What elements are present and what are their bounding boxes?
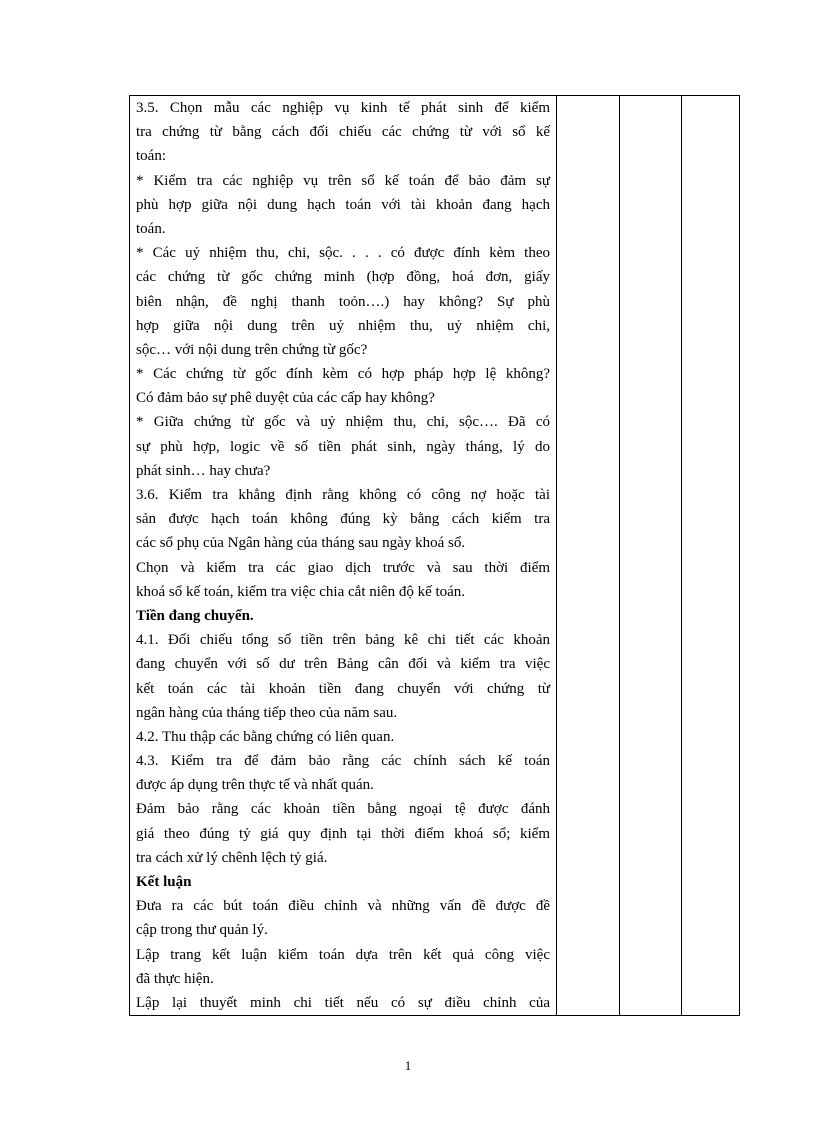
text-line: Có đảm bảo sự phê duyệt của các cấp hay không? [136, 390, 435, 407]
procedure-text-cell [130, 96, 557, 1016]
text-line: tra cách xử lý chênh lệch tỷ giá. [136, 849, 328, 866]
text-line: phát sinh… hay chưa? [136, 462, 271, 479]
text-line: các sổ phụ của Ngân hàng của tháng sau ngày khoá sổ. [136, 535, 466, 552]
text-line: Lập trang kết luận kiểm toán dựa trên kết quả công việc [136, 946, 550, 963]
text-line: 4.2. Thu thập các bằng chứng có liên quan. [136, 728, 395, 745]
section-heading: Tiền đang chuyển. [136, 607, 254, 624]
text-line: Chọn và kiểm tra các giao dịch trước và sau thời điểm [136, 559, 550, 576]
procedure-table [129, 95, 740, 1016]
text-line: * Các uỷ nhiệm thu, chi, sộc. . . . có được đính kèm theo [136, 245, 550, 262]
text-line: 4.1. Đối chiếu tổng số tiền trên bảng kê chi tiết các khoản [136, 632, 550, 649]
page-number: 1 [404, 1058, 412, 1073]
procedure-text [130, 96, 556, 1015]
text-line: * Kiểm tra các nghiệp vụ trên sổ kế toán để bảo đảm sự [136, 172, 550, 189]
text-line: toán. [136, 220, 166, 237]
text-line: cập trong thư quản lý. [136, 922, 268, 939]
empty-column-cell-2 [620, 96, 682, 1016]
text-line: ngân hàng của tháng tiếp theo của năm sau. [136, 704, 398, 721]
text-line: giá theo đúng tỷ giá quy định tại thời điểm khoá sổ; kiểm [136, 825, 550, 842]
text-line: * Giữa chứng từ gốc và uỷ nhiệm thu, chi, sộc…. Đã có [136, 414, 550, 431]
text-line: 3.5. Chọn mẫu các nghiệp vụ kinh tế phát sinh để kiểm [136, 100, 550, 116]
text-line: Đảm bảo rằng các khoản tiền bằng ngoại tệ được đánh [136, 801, 550, 818]
section-heading: Kết luận [136, 874, 192, 890]
text-line: sự phù hợp, logic về số tiền phát sinh, ngày tháng, lý do [136, 438, 550, 455]
text-line: hợp giữa nội dung trên uỷ nhiệm thu, uỷ nhiệm chi, [136, 317, 550, 334]
text-line: 4.3. Kiểm tra để đảm bảo rằng các chính sách kế toán [136, 753, 550, 770]
text-line: * Các chứng từ gốc đính kèm có hợp pháp hợp lệ không? [136, 366, 550, 383]
text-line: Đưa ra các bút toán điều chỉnh và những vấn đề được đề [136, 898, 550, 915]
text-line: biên nhận, đề nghị thanh toỏn….) hay không? Sự phù [136, 293, 550, 310]
text-line: sộc… với nội dung trên chứng từ gốc? [136, 341, 368, 358]
text-line: sản được hạch toán không đúng kỳ bằng cách kiểm tra [136, 511, 550, 528]
empty-column-cell-1 [557, 96, 620, 1016]
text-line: toán: [136, 148, 166, 165]
text-line: đã thực hiện. [136, 970, 214, 987]
text-line: phù hợp giữa nội dung hạch toán với tài khoản đang hạch [136, 196, 550, 213]
text-line: Lập lại thuyết minh chi tiết nếu có sự điều chỉnh của [136, 994, 550, 1011]
text-line: tra chứng từ bằng cách đối chiếu các chứng từ với sổ kế [136, 124, 550, 141]
text-line: kết toán các tài khoản tiền đang chuyển với chứng từ [136, 680, 550, 697]
text-line: khoá sổ kế toán, kiểm tra việc chia cắt niên độ kế toán. [136, 583, 466, 600]
text-line: đang chuyển với số dư trên Bảng cân đối và kiểm tra việc [136, 656, 550, 673]
text-line: 3.6. Kiểm tra khẳng định rằng không có công nợ hoặc tài [136, 487, 550, 503]
table-row [130, 96, 740, 1016]
text-line: được áp dụng trên thực tế và nhất quán. [136, 777, 374, 794]
empty-column-cell-3 [682, 96, 740, 1016]
text-line: các chứng từ gốc chứng minh (hợp đồng, hoá đơn, giấy [136, 269, 550, 286]
